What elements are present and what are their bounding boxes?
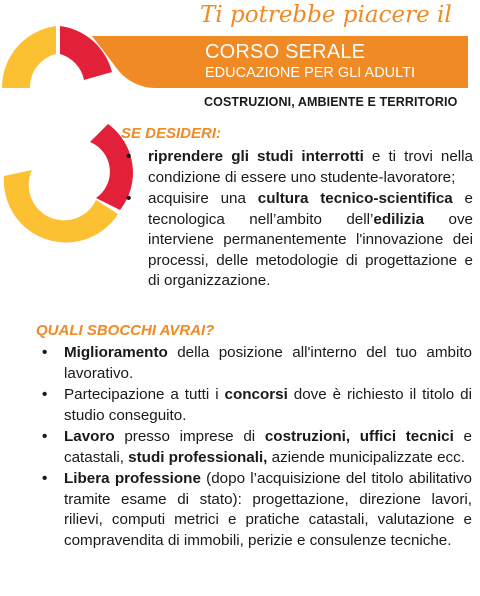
list-item: [126, 147, 473, 188]
bold-text: Lavoro: [64, 428, 115, 445]
course-subtitle: EDUCAZIONE PER GLI ADULTI: [205, 65, 416, 81]
bullet: •: [42, 428, 48, 445]
list-item: [42, 469, 473, 551]
bold-text: Miglioramento: [64, 344, 168, 361]
list-item: [126, 189, 473, 292]
text: aziende municipalizzate ecc.: [267, 448, 465, 466]
bullet: •: [42, 386, 48, 403]
bold-text: edilizia: [373, 210, 425, 228]
bullet: •: [126, 190, 132, 207]
text: dove è richiesto il titolo di studio conseguito.: [64, 386, 472, 424]
logo-red-arc-top: [60, 26, 112, 80]
text: della posizione all'interno del tuo ambito lavorativo.: [64, 344, 472, 382]
logo-yellow-arc-top: [2, 26, 56, 88]
text: (dopo l’acquisizione del titolo abilitativo tramite esame di stato): progettazione, direzione lavori, rilievi, computi metrici e pratiche catastali, valutazione e compravendita di immobili, perizie e consulenze tecniche.: [64, 470, 473, 549]
desires-list: [126, 147, 473, 293]
text: presso imprese di: [114, 428, 265, 445]
bold-text: cultura tecnico-scientifica: [257, 190, 453, 207]
bullet: •: [42, 344, 48, 361]
text: e tecnologica nell’ambito dell’: [148, 190, 473, 228]
text: acquisire una: [148, 190, 258, 207]
list-item: [42, 385, 472, 426]
text: ove interviene permanentemente l'innovazione dei processi, delle metodologie di progettazione e di organizzazione.: [148, 210, 473, 289]
header-kicker: Ti potrebbe piacere il: [200, 2, 452, 28]
bold-text: concorsi: [224, 386, 288, 403]
bold-text: Libera professione: [64, 470, 201, 487]
list-item: [42, 427, 472, 468]
text: Partecipazione a tutti i: [64, 386, 225, 403]
list-item: [42, 343, 472, 384]
section-desires-title: SE DESIDERI:: [121, 125, 222, 142]
course-domain: COSTRUZIONI, AMBIENTE E TERRITORIO: [204, 95, 458, 109]
course-title: CORSO SERALE: [205, 41, 366, 63]
bold-text: riprendere gli studi interrotti: [148, 148, 364, 165]
section-outcomes-title: QUALI SBOCCHI AVRAI?: [36, 322, 215, 339]
bold-text: costruzioni, uffici tecnici: [264, 428, 454, 445]
bullet: •: [42, 470, 48, 487]
bold-text: studi professionali,: [128, 448, 268, 466]
text: e ti trovi nella condizione di essere uno studente-lavoratore;: [148, 148, 473, 186]
outcomes-list: [42, 343, 473, 552]
logo-yellow-arc-bottom: [4, 170, 118, 242]
bullet: •: [126, 148, 132, 165]
text: e catastali,: [64, 428, 472, 466]
